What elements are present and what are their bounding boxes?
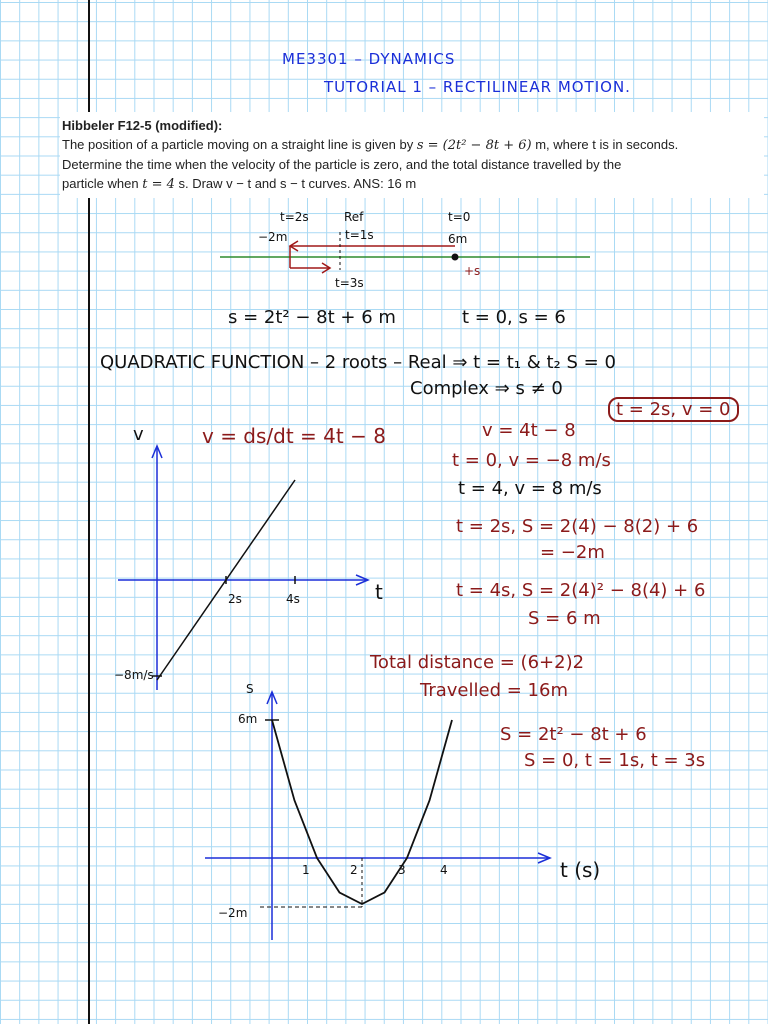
st-s-axis-label: S xyxy=(246,682,254,696)
label-minus2m: −2m xyxy=(258,230,288,244)
position-at-t2-result: = −2m xyxy=(540,542,605,563)
position-equation: s = 2t² − 8t + 6 m xyxy=(228,307,396,328)
vt-neg8-label: −8m/s xyxy=(114,668,154,682)
velocity-definition: v = ds/dt = 4t − 8 xyxy=(202,424,386,448)
velocity-equation: v = 4t − 8 xyxy=(482,420,576,441)
tutorial-title: TUTORIAL 1 – RECTILINEAR MOTION. xyxy=(324,78,631,96)
problem-line-1-a: The position of a particle moving on a straight line is given by xyxy=(62,137,417,152)
position-roots: S = 0, t = 1s, t = 3s xyxy=(524,750,706,771)
complex-note: Complex ⇒ s ≠ 0 xyxy=(410,378,563,399)
label-t1s: t=1s xyxy=(345,228,374,242)
velocity-at-t4: t = 4, v = 8 m/s xyxy=(458,478,602,499)
label-t3s: t=3s xyxy=(335,276,364,290)
v-axis-label: v xyxy=(133,424,144,445)
label-6m: 6m xyxy=(448,232,468,246)
position-equation-repeat: S = 2t² − 8t + 6 xyxy=(500,724,647,745)
problem-line-3-b: s. Draw v − t and s − t curves. ANS: 16 m xyxy=(174,176,417,191)
quadratic-note: QUADRATIC FUNCTION – 2 roots – Real ⇒ t = t₁ & t₂ S = 0 xyxy=(100,352,616,373)
total-distance-result: Travelled = 16m xyxy=(420,680,568,701)
st-neg2m-label: −2m xyxy=(218,906,248,920)
position-at-t4: t = 4s, S = 2(4)² − 8(4) + 6 xyxy=(456,580,706,601)
st-tick-2-label: 2 xyxy=(350,863,358,877)
label-ref: Ref xyxy=(344,210,364,224)
position-at-t2: t = 2s, S = 2(4) − 8(2) + 6 xyxy=(456,516,699,537)
st-tick-3-label: 3 xyxy=(398,863,406,877)
st-tick-4-label: 4 xyxy=(440,863,448,877)
label-plus-s: +s xyxy=(464,264,481,278)
problem-time: t = 4 xyxy=(142,177,175,192)
problem-line-1-b: m, where t is in seconds. xyxy=(531,137,679,152)
st-tick-1-label: 1 xyxy=(302,863,310,877)
position-at-t4-result: S = 6 m xyxy=(528,608,601,629)
initial-condition: t = 0, s = 6 xyxy=(462,307,566,328)
total-distance: Total distance = (6+2)2 xyxy=(370,652,585,673)
st-6m-label: 6m xyxy=(238,712,258,726)
course-title: ME3301 – DYNAMICS xyxy=(282,50,456,68)
problem-line-3-a: particle when xyxy=(62,176,143,191)
problem-line-2: Determine the time when the velocity of the particle is zero, and the total distance travelled by the xyxy=(62,157,622,172)
vt-t-axis-label: t xyxy=(375,580,383,604)
vt-tick-4s-label: 4s xyxy=(286,592,300,606)
boxed-result: t = 2s, v = 0 xyxy=(608,397,739,422)
problem-equation: s = (2t² − 8t + 6) xyxy=(416,138,532,153)
label-t0: t=0 xyxy=(448,210,471,224)
vt-tick-2s-label: 2s xyxy=(228,592,242,606)
problem-title: Hibbeler F12-5 (modified): xyxy=(62,118,223,133)
st-t-axis-label: t (s) xyxy=(560,858,601,882)
velocity-at-t0: t = 0, v = −8 m/s xyxy=(452,450,611,471)
label-t2s: t=2s xyxy=(280,210,309,224)
